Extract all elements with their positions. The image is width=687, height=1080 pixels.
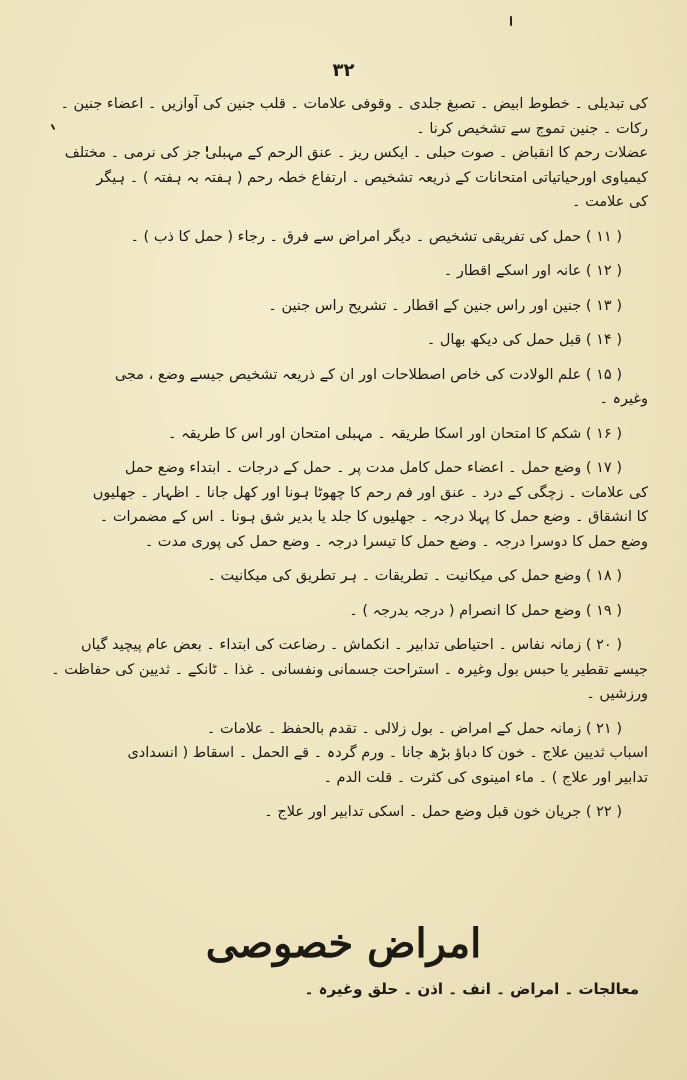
paragraph-gap [40,318,648,328]
text-line: تدابیر اور علاج ) ۔ ماء امینوی کی کثرت ۔ قلت الدم ۔ [323,769,648,786]
text-line: اسباب ثدیین علاج ۔ خون کا دباؤ بڑھ جانا ۔ ورم گردہ ۔ قے الحمل ۔ اسقاط ( انسدادی [127,745,648,761]
paragraph-gap [40,215,648,225]
text-line: کی علامت ۔ [571,194,648,210]
syllabus-text [40,92,648,825]
paragraph-gap [40,623,648,633]
text-line: کی علامات ۔ زچگی کے درد ۔ عنق اور فم رحم کا چھوٹا ہونا اور کھل جانا ۔ اظہار ۔ جھلیوں [92,484,648,501]
text-line: ( ۲۱ ) زمانہ حمل کے امراض ۔ بول زلالی ۔ تقدم بالحفظ ۔ علامات ۔ [206,720,622,737]
paragraph-gap [40,249,648,259]
text-line: ( ۱۱ ) حمل کی تفریقی تشخیص ۔ دیگر امراض سے فرق ۔ رجاء ( حمل کا ذب ) ۔ [130,228,622,245]
ink-mark [510,16,512,26]
text-line: ( ۱۷ ) وضع حمل ۔ اعضاء حمل کامل مدت پر ۔ حمل کے درجات ۔ ابتداء وضع حمل [124,460,622,476]
text-line: ( ۱۴ ) قبل حمل کی دیکھ بھال ۔ [426,332,622,348]
text-line: رکات ۔ جنین تموج سے تشخیص کرنا ۔ [416,120,648,137]
text-line: وضع حمل کا دوسرا درجہ ۔ وضع حمل کا تیسرا درجہ ۔ وضع حمل کی پوری مدت ۔ [144,533,648,550]
text-line: ورزشیں ۔ [586,686,648,702]
text-line: ( ۱۵ ) علم الولادت کی خاص اصطلاحات اور ان کے ذریعہ تشخیص جیسے وضع ، مجی [114,366,622,383]
paragraph-gap [40,589,648,599]
text-line: کی تبدیلی ۔ خطوط ابیض ۔ تصبغ جلدی ۔ وقوفی علامات ۔ قلب جنین کی آوازیں ۔ اعضاء جنین ۔ [60,96,648,112]
paragraph-gap [40,554,648,564]
paragraph-gap [40,353,648,363]
text-line: عضلات رحم کا انقباض ۔ صوت حبلی ۔ ایکس ریز ۔ عنق الرحم کے مہبلی جز کی نرمی ۔ مختلف [64,145,648,161]
text-line: وغیرہ ۔ [599,391,648,407]
paragraph-gap [40,412,648,422]
text-line: ( ۱۹ ) وضع حمل کا انصرام ( درجہ بدرجہ ) ۔ [349,602,622,619]
text-line: جیسے تقطیر یا حبس بول وغیرہ ۔ استراحت جسمانی ونفسانی ۔ غذا ۔ ٹانکے ۔ ثدیین کی حفاظت ۔ [51,661,648,678]
text-line: ( ۱۶ ) شکم کا امتحان اور اسکا طریقہ ۔ مہبلی امتحان اور اس کا طریقہ ۔ [167,425,622,442]
text-line: ( ۲۲ ) جریان خون قبل وضع حمل ۔ اسکی تدابیر اور علاج ۔ [264,804,622,820]
paragraph-gap [40,284,648,294]
paragraph-gap [40,707,648,717]
section-subheading: معالجات ۔ امراض ۔ انف ۔ اذن ۔ حلق وغیرہ ۔ [304,980,639,998]
paragraph-gap [40,790,648,800]
page-number: ۳۲ [332,60,355,81]
text-line: کا انشقاق ۔ وضع حمل کا پہلا درجہ ۔ جھلیوں کا جلد یا بدیر شق ہونا ۔ اس کے مضمرات ۔ [99,509,648,525]
text-line: ( ۱۳ ) جنین اور راس جنین کے اقطار ۔ تشریح راس جنین ۔ [268,297,622,314]
text-line: ( ۱۲ ) عانہ اور اسکے اقطار ۔ [443,263,622,279]
text-line: ( ۲۰ ) زمانہ نفاس ۔ احتیاطی تدابیر ۔ انکماش ۔ رضاعت کی ابتداء ۔ بعض عام پیچید گیاں [81,637,622,653]
section-heading: امراض خصوصی [205,920,482,967]
text-line: ( ۱۸ ) وضع حمل کی میکانیت ۔ تطریقات ۔ ہر تطریق کی میکانیت ۔ [207,568,622,584]
text-line: کیمیاوی اورحیاتیاتی امتحانات کے ذریعہ تشخیص ۔ ارتفاع خطہ رحم ( ہفتہ بہ ہفتہ ) ۔ ہیگر [96,169,648,186]
paragraph-gap [40,446,648,456]
